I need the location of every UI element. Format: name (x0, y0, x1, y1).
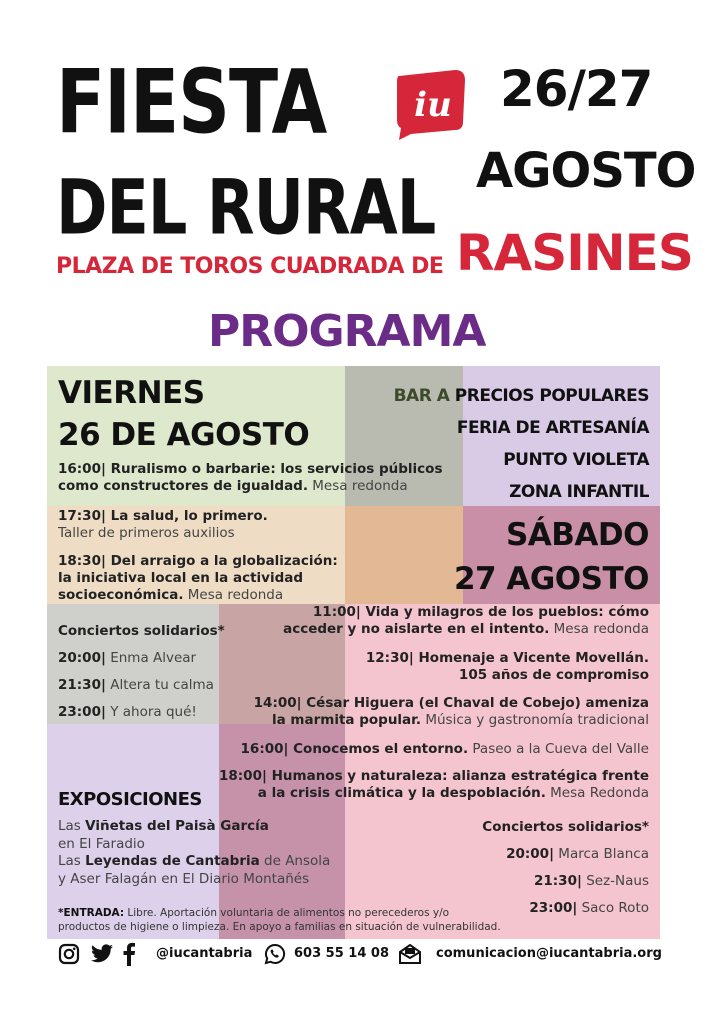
footer (56, 940, 662, 970)
info-item-3: ZONA INFANTIL (509, 482, 649, 502)
sabado-day: SÁBADO (505, 517, 649, 553)
sabado-concerts (482, 814, 649, 922)
exposiciones-title: EXPOSICIONES (58, 789, 202, 810)
title-del-rural: DEL RURAL (56, 162, 436, 252)
sabado-event-4: 18:00| Humanos y naturaleza: alianza estratégica frente a la crisis climática y la despoblación. Mesa Redonda (219, 768, 649, 801)
sabado-event-1: 12:30| Homenaje a Vicente Movellán. 105 años de compromiso (365, 650, 649, 683)
viernes-concert-1: 21:30| Altera tu calma (58, 677, 214, 693)
exposiciones-body: Las Viñetas del Paisà García en El Faradio Las Leyendas de Cantabria de Ansola y Aser Falagán en El Diario Montañés (58, 818, 331, 887)
info-item-2: PUNTO VIOLETA (503, 450, 649, 470)
info-item-1: FERIA DE ARTESANÍA (456, 418, 649, 438)
twitter-icon[interactable] (90, 944, 114, 964)
viernes-date: 26 DE AGOSTO (58, 417, 310, 453)
viernes-event-0: 16:00| Ruralismo o barbarie: los servicios públicos como constructores de igualdad. Mesa redonda (58, 461, 443, 494)
place-rasines: RASINES (456, 224, 693, 282)
viernes-concerts (58, 618, 225, 726)
date-month: AGOSTO (476, 143, 696, 199)
facebook-icon[interactable] (122, 942, 136, 966)
sabado-concerts-title: Conciertos solidarios* (482, 819, 649, 835)
info-item-0: PRECIOS POPULARES (454, 386, 649, 406)
sabado-date: 27 AGOSTO (453, 561, 649, 597)
entrada-label: *ENTRADA: (58, 907, 125, 919)
viernes-event-2: 18:30| Del arraigo a la globalización: la iniciativa local en la actividad socioeconómica. Mesa redonda (58, 553, 338, 603)
viernes-concert-2: 23:00| Y ahora qué! (58, 704, 197, 720)
programa-title: PROGRAMA (208, 306, 486, 357)
instagram-icon[interactable] (58, 943, 80, 965)
title-fiesta: FIESTA (56, 50, 327, 154)
sabado-concert-0: 20:00| Marca Blanca (506, 846, 649, 862)
viernes-concert-0: 20:00| Enma Alvear (58, 650, 197, 666)
subtitle-plaza: PLAZA DE TOROS CUADRADA DE (56, 254, 444, 279)
bg-tile-orange (345, 506, 463, 604)
email-icon[interactable] (398, 944, 422, 964)
iu-logo (393, 66, 469, 142)
whatsapp-icon[interactable] (264, 943, 286, 965)
sabado-concert-1: 21:30| Sez-Naus (534, 873, 649, 889)
date-days: 26/27 (500, 60, 653, 118)
viernes-day: VIERNES (58, 375, 205, 411)
sabado-event-2: 14:00| César Higuera (el Chaval de Cobejo) ameniza la marmita popular. Música y gastronomía tradicional (253, 695, 649, 728)
entrada-note: *ENTRADA: Libre. Aportación voluntaria de alimentos no perecederos y/o productos de higiene o limpieza. En apoyo a familias en situación de vulnerabilidad. (58, 907, 501, 933)
bar-label: BAR A (393, 386, 450, 406)
social-handle[interactable]: @iucantabria (156, 946, 253, 961)
contact-email[interactable]: comunicacion@iucantabria.org (436, 946, 662, 961)
viernes-concerts-title: Conciertos solidarios* (58, 623, 225, 639)
svg-text:iu: iu (414, 85, 452, 125)
sabado-event-0: 11:00| Vida y milagros de los pueblos: cómo acceder y no aislarte en el intento. Mesa redonda (283, 604, 649, 637)
sabado-concert-2: 23:00| Saco Roto (529, 900, 649, 916)
sabado-event-3: 16:00| Conocemos el entorno. Paseo a la Cueva del Valle (240, 741, 649, 757)
viernes-event-1: 17:30| La salud, lo primero. Taller de primeros auxilios (58, 508, 268, 541)
phone-number[interactable]: 603 55 14 08 (294, 946, 389, 961)
